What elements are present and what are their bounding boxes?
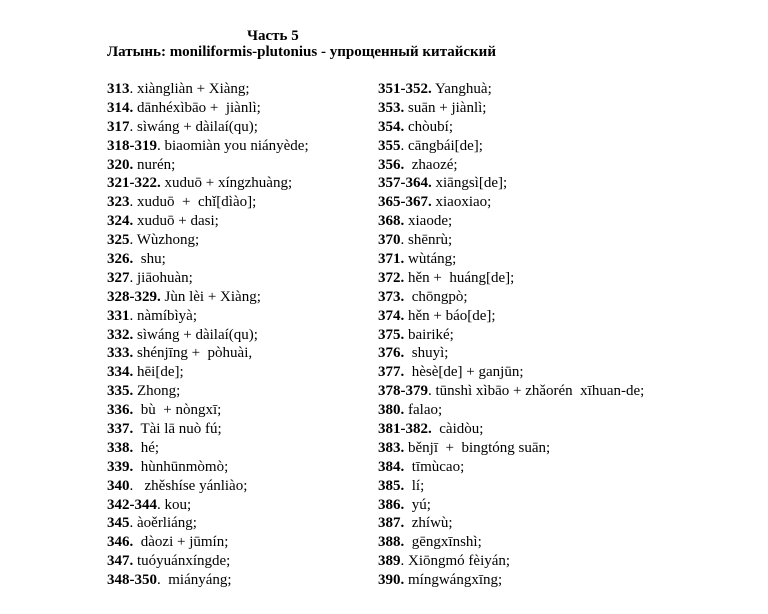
entry-number: 390. xyxy=(378,572,405,589)
entry-text: shu; xyxy=(133,251,166,268)
entry-number: 321-322. xyxy=(107,175,161,192)
right-column xyxy=(378,80,708,590)
glossary-entry xyxy=(107,231,407,250)
entry-number: 332. xyxy=(107,326,134,343)
glossary-entry xyxy=(378,118,708,137)
glossary-entry xyxy=(107,156,407,175)
entry-text: gēngxīnshì; xyxy=(404,534,482,551)
entry-text: . xuduō + chǐ[dìào]; xyxy=(129,194,257,211)
entry-text: . shēnrù; xyxy=(400,232,453,249)
entry-number: 326. xyxy=(107,251,134,268)
entry-number: 356. xyxy=(378,156,405,173)
glossary-entry xyxy=(107,571,407,590)
entry-text: hēi[de]; xyxy=(133,364,184,381)
part-heading: Часть 5 xyxy=(247,28,299,44)
glossary-entry xyxy=(107,344,407,363)
entry-number: 368. xyxy=(378,213,405,230)
glossary-entry xyxy=(107,533,407,552)
entry-number: 318-319 xyxy=(107,137,157,154)
glossary-entry xyxy=(378,382,708,401)
glossary-entry xyxy=(378,174,708,193)
entry-number: 373. xyxy=(378,288,405,305)
entry-number: 365-367. xyxy=(378,194,432,211)
entry-number: 351-352. xyxy=(378,81,432,97)
glossary-entry xyxy=(107,288,407,307)
entry-number: 337. xyxy=(107,421,134,438)
entry-text: tuóyuánxíngde; xyxy=(133,553,231,570)
entry-number: 333. xyxy=(107,345,134,362)
entry-text: Yanghuà; xyxy=(431,81,492,97)
entry-number: 320. xyxy=(107,156,134,173)
entry-number: 324. xyxy=(107,213,134,230)
glossary-entry xyxy=(107,193,407,212)
entry-number: 375. xyxy=(378,326,405,343)
entry-text: . nàmíbìyà; xyxy=(129,307,197,324)
entry-text: yú; xyxy=(404,496,431,513)
entry-text: hùnhūnmòmò; xyxy=(133,458,229,475)
entry-number: 347. xyxy=(107,553,134,570)
entry-text: . Wùzhong; xyxy=(129,232,200,249)
entry-text: chōngpò; xyxy=(404,288,468,305)
entry-number: 348-350 xyxy=(107,572,157,589)
entry-number: 378-379 xyxy=(378,383,428,400)
glossary-entry xyxy=(378,477,708,496)
entry-text: shénjīng + pòhuài, xyxy=(133,345,253,362)
entry-text: dàozi + jūmín; xyxy=(133,534,229,551)
entry-text: tīmùcao; xyxy=(404,458,465,475)
entry-number: 377. xyxy=(378,364,405,381)
glossary-entry xyxy=(107,363,407,382)
glossary-entry xyxy=(378,552,708,571)
glossary-entry xyxy=(107,80,407,99)
entry-text: . cāngbái[de]; xyxy=(400,137,483,154)
glossary-entry xyxy=(378,571,708,590)
entry-number: 328-329. xyxy=(107,288,161,305)
glossary-entry xyxy=(107,212,407,231)
entry-text: . xiàngliàn + Xiàng; xyxy=(129,81,250,97)
entry-text: falao; xyxy=(404,402,443,419)
entry-text: suān + jiànlì; xyxy=(404,99,487,116)
glossary-entry xyxy=(107,514,407,533)
entry-text: . kou; xyxy=(157,496,192,513)
entry-number: 387. xyxy=(378,515,405,532)
entry-number: 355 xyxy=(378,137,401,154)
entry-text: . sìwáng + dàilaí(qu); xyxy=(129,118,258,135)
entry-number: 386. xyxy=(378,496,405,513)
entry-number: 346. xyxy=(107,534,134,551)
glossary-entry xyxy=(378,307,708,326)
glossary-entry xyxy=(107,326,407,345)
entry-text: shuyì; xyxy=(404,345,449,362)
entry-number: 325 xyxy=(107,232,130,249)
glossary-entry xyxy=(107,382,407,401)
glossary-entry xyxy=(378,250,708,269)
entry-number: 372. xyxy=(378,269,405,286)
entry-text: nurén; xyxy=(133,156,176,173)
entry-number: 335. xyxy=(107,383,134,400)
glossary-entry xyxy=(107,137,407,156)
glossary-entry xyxy=(378,99,708,118)
glossary-entry xyxy=(378,363,708,382)
entry-number: 336. xyxy=(107,402,134,419)
glossary-entry xyxy=(378,156,708,175)
glossary-entry xyxy=(378,496,708,515)
entry-text: Zhong; xyxy=(133,383,181,400)
entry-number: 323 xyxy=(107,194,130,211)
entry-text: . zhěshíse yánliào; xyxy=(129,477,248,494)
entry-number: 339. xyxy=(107,458,134,475)
glossary-entry xyxy=(378,344,708,363)
entry-text: xiāngsì[de]; xyxy=(431,175,508,192)
glossary-entry xyxy=(107,118,407,137)
left-column xyxy=(107,80,407,590)
glossary-entry xyxy=(107,439,407,458)
entry-text: xiaoxiao; xyxy=(431,194,492,211)
glossary-entry xyxy=(107,401,407,420)
entry-text: Tài lā nuò fú; xyxy=(133,421,222,438)
glossary-entry xyxy=(378,401,708,420)
entry-number: 389 xyxy=(378,553,401,570)
entry-number: 357-364. xyxy=(378,175,432,192)
entry-text: . àoěrliáng; xyxy=(129,515,197,532)
entry-text: hé; xyxy=(133,439,160,456)
entry-text: xiaode; xyxy=(404,213,453,230)
entry-text: běnjī + bingtóng suān; xyxy=(404,439,551,456)
entry-number: 314. xyxy=(107,99,134,116)
glossary-entry xyxy=(107,99,407,118)
glossary-entry xyxy=(378,80,708,99)
glossary-entry xyxy=(107,269,407,288)
entry-number: 313 xyxy=(107,81,130,97)
entry-text: hèsè[de] + ganjūn; xyxy=(404,364,524,381)
glossary-entry xyxy=(107,307,407,326)
entry-text: . miányáng; xyxy=(157,572,232,589)
entry-text: xuduō + dasi; xyxy=(133,213,219,230)
entry-text: chòubí; xyxy=(404,118,453,135)
entry-number: 338. xyxy=(107,439,134,456)
glossary-entry xyxy=(378,137,708,156)
glossary-entry xyxy=(107,496,407,515)
glossary-entry xyxy=(378,514,708,533)
entry-number: 385. xyxy=(378,477,405,494)
entry-number: 345 xyxy=(107,515,130,532)
entry-number: 374. xyxy=(378,307,405,324)
entry-number: 383. xyxy=(378,439,405,456)
glossary-entry xyxy=(378,326,708,345)
glossary-entry xyxy=(107,552,407,571)
entry-text: zhíwù; xyxy=(404,515,453,532)
glossary-entry xyxy=(378,420,708,439)
glossary-entry xyxy=(107,174,407,193)
glossary-entry xyxy=(378,288,708,307)
glossary-entry xyxy=(378,458,708,477)
entry-number: 370 xyxy=(378,232,401,249)
document-subtitle: Латынь: moniliformis-plutonius - упрощенный китайский xyxy=(107,44,496,60)
glossary-entry xyxy=(378,439,708,458)
glossary-entry xyxy=(378,193,708,212)
glossary-entry xyxy=(107,250,407,269)
entry-text: càidòu; xyxy=(431,421,484,438)
glossary-entry xyxy=(378,533,708,552)
entry-text: . tūnshì xìbāo + zhǎorén xīhuan-de; xyxy=(428,383,645,400)
entry-text: . jiāohuàn; xyxy=(129,269,193,286)
entry-number: 388. xyxy=(378,534,405,551)
entry-text: lí; xyxy=(404,477,425,494)
glossary-entry xyxy=(378,231,708,250)
entry-text: hěn + báo[de]; xyxy=(404,307,496,324)
glossary-entry xyxy=(378,212,708,231)
entry-number: 376. xyxy=(378,345,405,362)
entry-number: 380. xyxy=(378,402,405,419)
entry-text: bairiké; xyxy=(404,326,454,343)
entry-text: hěn + huáng[de]; xyxy=(404,269,515,286)
entry-number: 327 xyxy=(107,269,130,286)
entry-text: sìwáng + dàilaí(qu); xyxy=(133,326,258,343)
entry-text: xuduō + xíngzhuàng; xyxy=(160,175,293,192)
entry-text: wùtáng; xyxy=(404,251,457,268)
entry-number: 384. xyxy=(378,458,405,475)
glossary-entry xyxy=(107,420,407,439)
entry-number: 331 xyxy=(107,307,130,324)
entry-number: 354. xyxy=(378,118,405,135)
entry-number: 353. xyxy=(378,99,405,116)
entry-number: 371. xyxy=(378,251,405,268)
entry-text: dānhéxìbāo + jiànlì; xyxy=(133,99,261,116)
entry-number: 334. xyxy=(107,364,134,381)
entry-text: zhaozé; xyxy=(404,156,458,173)
entry-number: 342-344 xyxy=(107,496,157,513)
entry-number: 381-382. xyxy=(378,421,432,438)
entry-number: 340 xyxy=(107,477,130,494)
entry-text: . Xiōngmó fèiyán; xyxy=(400,553,511,570)
entry-text: Jùn lèi + Xiàng; xyxy=(160,288,261,305)
glossary-entry xyxy=(107,458,407,477)
entry-text: . biaomiàn you niányède; xyxy=(157,137,309,154)
glossary-entry xyxy=(107,477,407,496)
glossary-entry xyxy=(378,269,708,288)
entry-text: bù + nòngxī; xyxy=(133,402,222,419)
entry-number: 317 xyxy=(107,118,130,135)
entry-text: míngwángxīng; xyxy=(404,572,503,589)
